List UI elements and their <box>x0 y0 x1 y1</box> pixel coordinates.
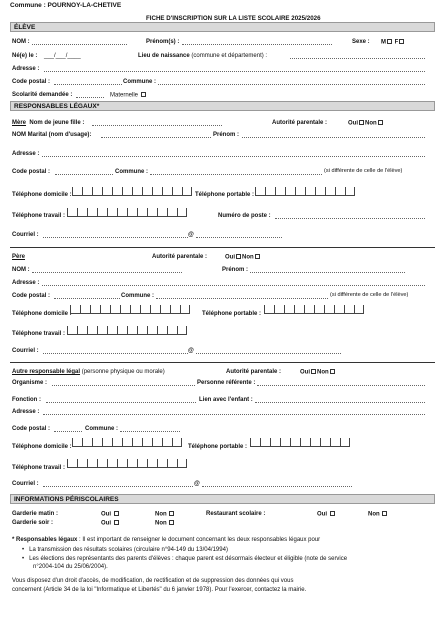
garderie-soir-non-checkbox[interactable] <box>169 520 174 525</box>
notes-bullet-2: • Les élections des représentants des parents d'élèves : chaque parent est désormais électeur et éligible (note de service <box>22 556 348 562</box>
autre-lien-field[interactable] <box>255 402 425 403</box>
autre-referente-label: Personne référente : <box>197 380 256 386</box>
pere-nom-field[interactable] <box>32 272 182 273</box>
pere-adresse-label: Adresse : <box>12 280 40 286</box>
mere-prenom-label: Prénom : <box>213 132 240 138</box>
garderie-matin-non-checkbox[interactable] <box>169 511 174 516</box>
pere-tel-trav-label: Téléphone travail : <box>12 331 66 337</box>
pere-commune-label: Commune : <box>121 293 154 299</box>
eleve-prenoms-field[interactable] <box>182 44 332 45</box>
pere-tel-trav-boxes[interactable] <box>67 326 187 335</box>
mere-tel-trav-boxes[interactable] <box>67 208 187 217</box>
autre-cp-label: Code postal : <box>12 426 51 432</box>
separator-pere-autre <box>10 362 435 363</box>
mere-cp-label: Code postal : <box>12 169 51 175</box>
pere-autorite-options: Oui Non <box>225 254 261 261</box>
mere-adresse-field[interactable] <box>42 156 425 157</box>
maternelle-option: Maternelle <box>110 92 147 99</box>
notes-rights-2: concernent (Article 34 de la loi "Informatique et Libertés" du 6 janvier 1978). Pour l'exercer, contactez la mairie. <box>12 587 307 593</box>
autre-courriel-user-field[interactable] <box>43 486 193 487</box>
autre-autorite-options: Oui Non <box>300 369 336 376</box>
mere-courriel-domain-field[interactable] <box>196 237 282 238</box>
sexe-m-checkbox[interactable] <box>387 39 392 44</box>
eleve-commune-label: Commune : <box>123 79 156 85</box>
commune-header: Commune : POURNOY-LA-CHETIVE <box>10 2 122 9</box>
mere-commune-label: Commune : <box>115 169 148 175</box>
mere-nom-jf-field[interactable] <box>92 125 222 126</box>
sexe-options: M F <box>381 39 405 46</box>
garderie-matin-non: Non <box>155 511 175 518</box>
eleve-adresse-field[interactable] <box>44 71 425 72</box>
autre-autorite-label: Autorité parentale : <box>226 369 282 375</box>
autre-autorite-non-checkbox[interactable] <box>330 369 335 374</box>
autre-autorite-oui-checkbox[interactable] <box>311 369 316 374</box>
garderie-matin-oui-checkbox[interactable] <box>114 511 119 516</box>
mere-autorite-non-checkbox[interactable] <box>378 120 383 125</box>
pere-courriel-at: @ <box>188 348 194 354</box>
maternelle-checkbox[interactable] <box>141 92 146 97</box>
mere-autorite-label: Autorité parentale : <box>272 120 328 126</box>
eleve-cp-label: Code postal : <box>12 79 51 85</box>
restaurant-non-checkbox[interactable] <box>382 511 387 516</box>
section-periscolaire: INFORMATIONS PÉRISCOLAIRES <box>10 494 435 504</box>
autre-lien-label: Lien avec l'enfant : <box>199 397 253 403</box>
eleve-nom-label: NOM : <box>12 39 30 45</box>
eleve-commune-field[interactable] <box>158 84 425 85</box>
pere-tel-port-label: Téléphone portable : <box>202 311 262 317</box>
eleve-ne-le-label: Né(e) le : <box>12 53 38 59</box>
pere-cp-field[interactable] <box>54 298 120 299</box>
mere-cp-field[interactable] <box>55 174 113 175</box>
pere-courriel-user-field[interactable] <box>43 353 188 354</box>
autre-tel-dom-boxes[interactable] <box>72 438 182 447</box>
mere-tel-dom-label: Téléphone domicile : <box>12 192 72 198</box>
restaurant-non: Non <box>368 511 388 518</box>
sexe-f-checkbox[interactable] <box>399 39 404 44</box>
pere-diff-note: (si différente de celle de l'élève) <box>330 292 409 298</box>
autre-courriel-label: Courriel : <box>12 481 39 487</box>
garderie-soir-non: Non <box>155 520 175 527</box>
mere-autorite-oui-checkbox[interactable] <box>359 120 364 125</box>
pere-courriel-label: Courriel : <box>12 348 39 354</box>
pere-tel-port-boxes[interactable] <box>264 305 364 314</box>
mere-courriel-at: @ <box>188 232 194 238</box>
garderie-matin-label: Garderie matin : <box>12 511 59 517</box>
pere-autorite-non-checkbox[interactable] <box>255 254 260 259</box>
notes-rights-1: Vous disposez d'un droit d'accès, de modification, de rectification et de suppression des données qui vous <box>12 578 294 584</box>
autre-tel-trav-boxes[interactable] <box>67 459 187 468</box>
mere-commune-field[interactable] <box>150 174 322 175</box>
eleve-scolarite-label: Scolarité demandée : <box>12 92 73 98</box>
mere-adresse-label: Adresse : <box>12 151 40 157</box>
garderie-soir-label: Garderie soir : <box>12 520 54 526</box>
autre-organisme-field[interactable] <box>52 385 195 386</box>
pere-cp-label: Code postal : <box>12 293 51 299</box>
restaurant-oui: Oui <box>317 511 336 518</box>
mere-poste-field[interactable] <box>275 218 425 219</box>
eleve-lieu-field[interactable] <box>290 58 425 59</box>
autre-tel-trav-label: Téléphone travail : <box>12 465 66 471</box>
autre-courriel-domain-field[interactable] <box>202 486 352 487</box>
mere-prenom-field[interactable] <box>242 137 425 138</box>
mere-poste-label: Numéro de poste : <box>218 213 271 219</box>
autre-referente-field[interactable] <box>257 385 425 386</box>
section-eleve: ÉLÈVE <box>10 22 435 32</box>
autre-fonction-field[interactable] <box>46 402 196 403</box>
mere-nom-marital-field[interactable] <box>101 137 211 138</box>
eleve-lieu-label: Lieu de naissance (commune et département) : <box>138 53 268 59</box>
pere-label: Père <box>12 254 26 260</box>
pere-tel-dom-label: Téléphone domicile : <box>12 311 72 317</box>
restaurant-label: Restaurant scolaire : <box>206 511 266 517</box>
mere-autorite-options: Oui Non <box>348 120 384 127</box>
eleve-prenoms-label: Prénom(s) : <box>146 39 180 45</box>
autre-label: Autre responsable légal (personne physique ou morale) <box>12 369 165 375</box>
autre-organisme-label: Organisme : <box>12 380 48 386</box>
autre-tel-port-boxes[interactable] <box>250 438 350 447</box>
eleve-adresse-label: Adresse : <box>12 66 40 72</box>
restaurant-oui-checkbox[interactable] <box>330 511 335 516</box>
eleve-scolarite-field[interactable] <box>76 97 104 98</box>
garderie-soir-oui-checkbox[interactable] <box>114 520 119 525</box>
mere-tel-port-boxes[interactable] <box>255 187 355 196</box>
pere-commune-field[interactable] <box>156 298 328 299</box>
mere-courriel-label: Courriel : <box>12 232 39 238</box>
mere-diff-note: (si différente de celle de l'élève) <box>324 168 403 174</box>
pere-tel-dom-boxes[interactable] <box>70 305 190 314</box>
pere-prenom-label: Prénom : <box>222 267 249 273</box>
pere-nom-label: NOM : <box>12 267 30 273</box>
pere-autorite-oui-checkbox[interactable] <box>236 254 241 259</box>
autre-fonction-label: Fonction : <box>12 397 41 403</box>
eleve-nom-field[interactable] <box>32 44 127 45</box>
pere-courriel-domain-field[interactable] <box>196 353 341 354</box>
autre-tel-dom-label: Téléphone domicile : <box>12 444 72 450</box>
autre-adresse-label: Adresse : <box>12 409 40 415</box>
eleve-date-field[interactable]: ___/___/____ <box>44 53 81 59</box>
section-responsables: RESPONSABLES LÉGAUX* <box>10 101 435 111</box>
eleve-sexe-label: Sexe : <box>352 39 370 45</box>
notes-bullet-1: • La transmission des résultats scolaires (circulaire n°94-149 du 13/04/1994) <box>22 547 228 553</box>
autre-commune-label: Commune : <box>85 426 118 432</box>
pere-autorite-label: Autorité parentale : <box>152 254 208 260</box>
separator-mere-pere <box>10 247 435 248</box>
form-title: FICHE D'INSCRIPTION SUR LA LISTE SCOLAIRE 2025/2026 <box>146 15 321 22</box>
autre-cp-field[interactable] <box>54 431 82 432</box>
mere-tel-trav-label: Téléphone travail : <box>12 213 66 219</box>
pere-prenom-field[interactable] <box>250 272 405 273</box>
mere-nom-jf-label: Mère Nom de jeune fille : <box>12 120 85 126</box>
autre-courriel-at: @ <box>194 481 200 487</box>
pere-adresse-field[interactable] <box>42 285 425 286</box>
notes-intro: * Responsables légaux : Il est important de renseigner le document concernant les deux responsables légaux pour <box>12 537 321 543</box>
garderie-soir-oui: Oui <box>101 520 120 527</box>
mere-tel-dom-boxes[interactable] <box>72 187 192 196</box>
mere-tel-port-label: Téléphone portable : <box>195 192 255 198</box>
garderie-matin-oui: Oui <box>101 511 120 518</box>
autre-adresse-field[interactable] <box>43 414 425 415</box>
notes-bullet-2-cont: n°2004-104 du 25/06/2004). <box>33 564 108 570</box>
mere-courriel-user-field[interactable] <box>43 237 188 238</box>
eleve-cp-field[interactable] <box>54 84 122 85</box>
autre-commune-field[interactable] <box>120 431 180 432</box>
autre-tel-port-label: Téléphone portable : <box>188 444 248 450</box>
mere-nom-marital-label: NOM Marital (nom d'usage): <box>12 132 92 138</box>
